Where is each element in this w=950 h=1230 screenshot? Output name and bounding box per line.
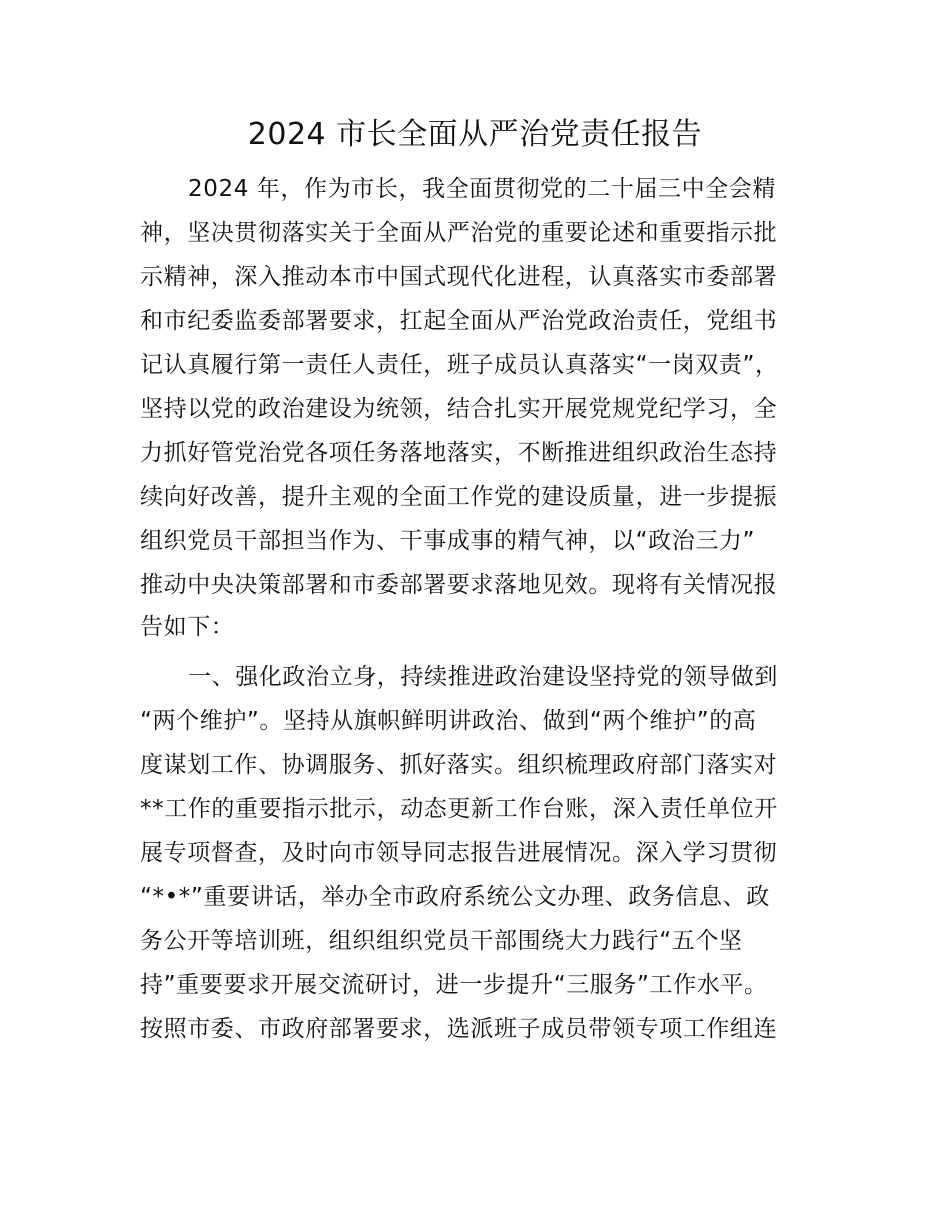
paragraph-1-line: 推动中央决策部署和市委部署要求落地见效。现将有关情况报 <box>140 572 778 598</box>
paragraph-2-line: 展专项督查，及时向市领导同志报告进展情况。深入学习贯彻 <box>140 840 778 866</box>
paragraph-2-line: **工作的重要指示批示，动态更新工作台账，深入责任单位开 <box>140 796 778 822</box>
paragraph-2-line: 度谋划工作、协调服务、抓好落实。组织梳理政府部门落实对 <box>140 752 778 778</box>
paragraph-1-line: 告如下： <box>140 614 235 640</box>
document-title: 2024 市长全面从严治党责任报告 <box>247 117 703 152</box>
paragraph-1-line: 记认真履行第一责任人责任，班子成员认真落实“一岗双责”， <box>140 352 779 378</box>
paragraph-1-line: 2024 年，作为市长，我全面贯彻党的二十届三中全会精 <box>188 176 777 202</box>
paragraph-1-line: 续向好改善，提升主观的全面工作党的建设质量，进一步提振 <box>140 484 778 510</box>
paragraph-2-line: 持”重要要求开展交流研讨，进一步提升“三服务”工作水平。 <box>140 972 768 998</box>
paragraph-1-line: 力抓好管党治党各项任务落地落实，不断推进组织政治生态持 <box>140 440 778 466</box>
paragraph-1-line: 示精神，深入推动本市中国式现代化进程，认真落实市委部署 <box>140 264 778 290</box>
paragraph-1-line: 和市纪委监委部署要求，扛起全面从严治党政治责任，党组书 <box>140 308 778 334</box>
paragraph-2-line: “两个维护”。坚持从旗帜鲜明讲政治、做到“两个维护”的高 <box>140 708 757 734</box>
paragraph-1-line: 坚持以党的政治建设为统领，结合扎实开展党规党纪学习，全 <box>140 396 778 422</box>
paragraph-2-line: 务公开等培训班，组织组织党员干部围绕大力践行“五个坚 <box>140 928 743 954</box>
paragraph-2-line: 一、强化政治立身，持续推进政治建设坚持党的领导做到 <box>188 664 778 690</box>
paragraph-2-line: “*•*”重要讲话，举办全市政府系统公文办理、政务信息、政 <box>140 884 770 910</box>
paragraph-2-line: 按照市委、市政府部署要求，选派班子成员带领专项工作组连 <box>140 1016 778 1042</box>
paragraph-1-line: 神，坚决贯彻落实关于全面从严治党的重要论述和重要指示批 <box>140 220 778 246</box>
paragraph-1-line: 组织党员干部担当作为、干事成事的精气神，以“政治三力” <box>140 528 756 554</box>
